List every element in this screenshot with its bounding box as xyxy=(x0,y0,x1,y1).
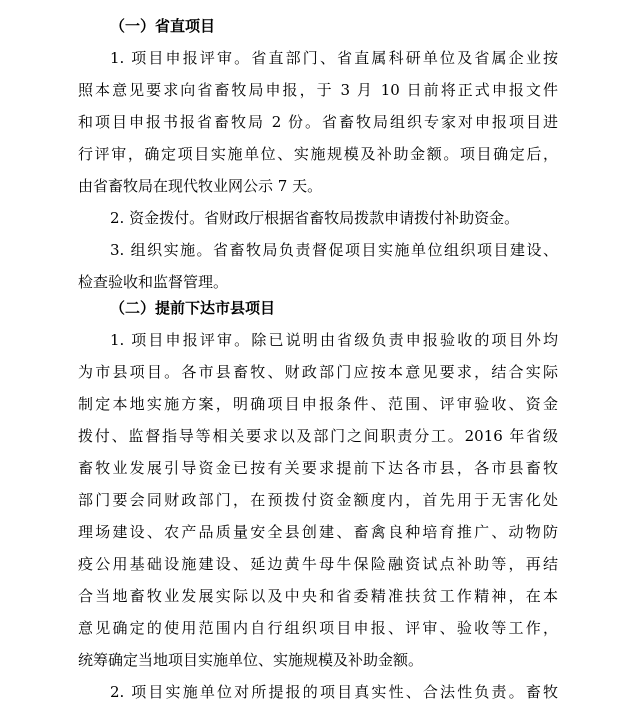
paragraph-line: 意见确定的使用范围内自行组织项目申报、评审、验收等工作， xyxy=(78,619,558,637)
paragraph-line: 为市县项目。各市县畜牧、财政部门应按本意见要求，结合实际 xyxy=(78,363,558,381)
paragraph-line: 理场建设、农产品质量安全县创建、畜禽良种培育推广、动物防 xyxy=(78,523,558,541)
paragraph-line: 部门要会同财政部门，在预拨付资金额度内，首先用于无害化处 xyxy=(78,491,558,509)
paragraph-line: 统筹确定当地项目实施单位、实施规模及补助金额。 xyxy=(78,651,424,669)
paragraph-line: 制定本地实施方案，明确项目申报条件、范围、评审验收、资金 xyxy=(78,395,558,413)
paragraph-line: 1. 项目申报评审。省直部门、省直属科研单位及省属企业按 xyxy=(110,49,558,67)
paragraph-line: 由省畜牧局在现代牧业网公示 7 天。 xyxy=(78,177,323,195)
paragraph-line: 3. 组织实施。省畜牧局负责督促项目实施单位组织项目建设、 xyxy=(110,241,558,259)
paragraph-line: 疫公用基础设施建设、延边黄牛母牛保险融资试点补助等，再结 xyxy=(78,555,558,573)
paragraph-line: 照本意见要求向省畜牧局申报，于 3 月 10 日前将正式申报文件 xyxy=(78,81,558,99)
paragraph-line: 2. 资金拨付。省财政厅根据省畜牧局拨款申请拨付补助资金。 xyxy=(110,209,520,227)
paragraph-line: 检查验收和监督管理。 xyxy=(78,273,229,291)
paragraph-line: 2. 项目实施单位对所提报的项目真实性、合法性负责。畜牧 xyxy=(110,683,558,701)
paragraph-line: 合当地畜牧业发展实际以及中央和省委精准扶贫工作精神，在本 xyxy=(78,587,558,605)
paragraph-line: 畜牧业发展引导资金已按有关要求提前下达各市县，各市县畜牧 xyxy=(78,459,558,477)
section-heading-county: （二）提前下达市县项目 xyxy=(110,299,276,317)
paragraph-line: 拨付、监督指导等相关要求以及部门之间职责分工。2016 年省级 xyxy=(78,427,558,445)
paragraph-line: 1. 项目申报评审。除已说明由省级负责申报验收的项目外均 xyxy=(110,331,558,349)
section-heading-provincial: （一）省直项目 xyxy=(110,17,216,35)
paragraph-line: 行评审，确定项目实施单位、实施规模及补助金额。项目确定后， xyxy=(78,145,558,163)
paragraph-line: 和项目申报书报省畜牧局 2 份。省畜牧局组织专家对申报项目进 xyxy=(78,113,558,131)
